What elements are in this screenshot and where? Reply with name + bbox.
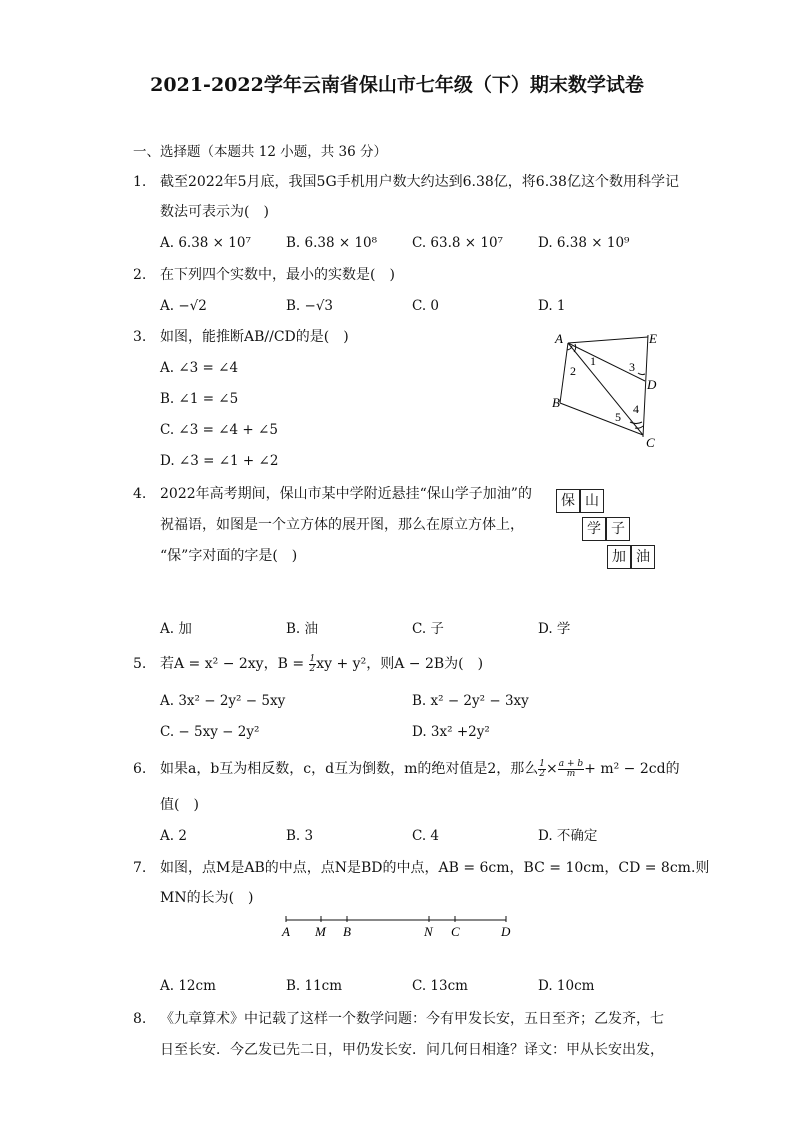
question-number: 8. [133,1011,147,1027]
cube-face: 保 [556,489,580,513]
question-text-part: 若A = x² − 2xy，B = [160,656,309,672]
cube-face: 油 [631,545,655,569]
fraction-denominator: m [566,768,576,779]
cube-face: 学 [582,517,606,541]
question-number: 6. [133,761,147,777]
question-number: 5. [133,656,147,672]
question-text [160,654,483,674]
label-a: A [555,331,563,346]
label-b: B [552,395,560,410]
question-number: 2. [133,267,147,283]
option-d[interactable]: D. 1 [538,298,566,314]
option-a[interactable]: A. 加 [160,621,192,637]
option-a[interactable]: A. 3x² − 2y² − 5xy [160,693,286,709]
line-ab [560,343,568,403]
question-text: 如图，点M是AB的中点，点N是BD的中点，AB = 6cm，BC = 10cm，CD = 8cm.则 [160,860,710,876]
option-d[interactable]: D. 3x² +2y² [412,724,490,740]
option-b[interactable]: B. ∠1 = ∠5 [160,391,239,407]
point-label-n: N [424,924,433,939]
question-text: “保”字对面的字是( ) [160,548,298,564]
option-a[interactable]: A. 2 [160,828,187,844]
line-ac [568,343,643,435]
fraction-numerator: 1 [539,758,546,769]
option-b[interactable]: B. x² − 2y² − 3xy [412,693,529,709]
label-d: D [647,377,657,392]
question-number: 4. [133,486,147,502]
option-b[interactable]: B. 11cm [286,978,343,994]
point-label-c: C [451,924,460,939]
label-c: C [646,435,655,450]
angle-arc [574,344,576,352]
cube-face: 加 [607,545,631,569]
option-c[interactable]: C. 子 [412,621,444,637]
question-text-part: xy + y²，则A − 2B为( ) [316,656,484,672]
fraction-denominator: 2 [539,768,546,779]
question-text: 2022年高考期间，保山市某中学附近悬挂“保山学子加油”的 [160,486,532,502]
angle-arc [638,373,645,375]
label-e: E [649,331,657,346]
option-d[interactable]: D. ∠3 = ∠1 + ∠2 [160,453,279,469]
option-b[interactable]: B. −√3 [286,298,334,314]
question-text [160,759,680,779]
segment-figure [278,912,518,942]
question-text-part: + m² − 2cd的 [584,761,680,777]
fraction-numerator: a + b [558,758,584,769]
angle-label-3: 3 [629,360,635,374]
option-d[interactable]: D. 10cm [538,978,595,994]
option-c[interactable]: C. ∠3 = ∠4 + ∠5 [160,422,278,438]
fraction [538,760,546,779]
angle-arc [630,422,642,423]
point-label-m: M [315,924,326,939]
option-c[interactable]: C. 13cm [412,978,468,994]
question-text: MN的长为( ) [160,890,254,906]
angle-label-2: 2 [570,364,576,378]
option-b[interactable]: B. 6.38 × 10⁸ [286,235,378,251]
question-text: 祝福语，如图是一个立方体的展开图，那么在原立方体上， [160,517,524,533]
option-d[interactable]: D. 不确定 [538,828,598,844]
point-label-a: A [282,924,290,939]
question-text-part: 如果a，b互为相反数，c，d互为倒数，m的绝对值是2，那么 [160,761,539,777]
question-number: 7. [133,860,147,876]
page-title: 2021-2022学年云南省保山市七年级（下）期末数学试卷 [150,74,644,96]
option-c[interactable]: C. − 5xy − 2y² [160,724,260,740]
cube-face: 子 [606,517,630,541]
option-c[interactable]: C. 0 [412,298,440,314]
angle-label-1: 1 [590,354,596,368]
option-a[interactable]: A. ∠3 = ∠4 [160,360,239,376]
question-text: 如图，能推断AB//CD的是( ) [160,329,349,345]
option-c[interactable]: C. 4 [412,828,440,844]
question-text: 《九章算术》中记载了这样一个数学问题：今有甲发长安，五日至齐；乙发齐，七 [160,1011,664,1027]
cube-face: 山 [580,489,604,513]
point-label-d: D [501,924,511,939]
option-c[interactable]: C. 63.8 × 10⁷ [412,235,503,251]
question-text: 在下列四个实数中，最小的实数是( ) [160,267,395,283]
option-a[interactable]: A. −√2 [160,298,207,314]
question-number: 1. [133,174,147,190]
option-b[interactable]: B. 油 [286,621,319,637]
question-text: 截至2022年5月底，我国5G手机用户数大约达到6.38亿，将6.38亿这个数用科学记 [160,174,679,190]
point-label-b: B [343,924,351,939]
option-a[interactable]: A. 12cm [160,978,216,994]
line-ae [568,337,648,343]
question-text: 数法可表示为( ) [160,204,269,220]
fraction-denominator: 2 [309,663,316,674]
parallelogram-figure [545,325,670,455]
question-number: 3. [133,329,147,345]
question-text: 日至长安．今乙发已先二日，甲仍发长安．问几何日相逢？译文：甲从长安出发， [160,1042,664,1058]
angle-label-4: 4 [633,402,639,416]
section-header: 一、选择题（本题共 12 小题，共 36 分） [133,144,388,160]
times-sign: × [546,761,558,777]
fraction [558,760,584,779]
option-a[interactable]: A. 6.38 × 10⁷ [160,235,251,251]
question-text: 值( ) [160,797,199,813]
fraction-numerator: 1 [309,653,316,664]
option-b[interactable]: B. 3 [286,828,314,844]
option-d[interactable]: D. 学 [538,621,571,637]
option-d[interactable]: D. 6.38 × 10⁹ [538,235,630,251]
angle-label-5: 5 [615,410,621,424]
